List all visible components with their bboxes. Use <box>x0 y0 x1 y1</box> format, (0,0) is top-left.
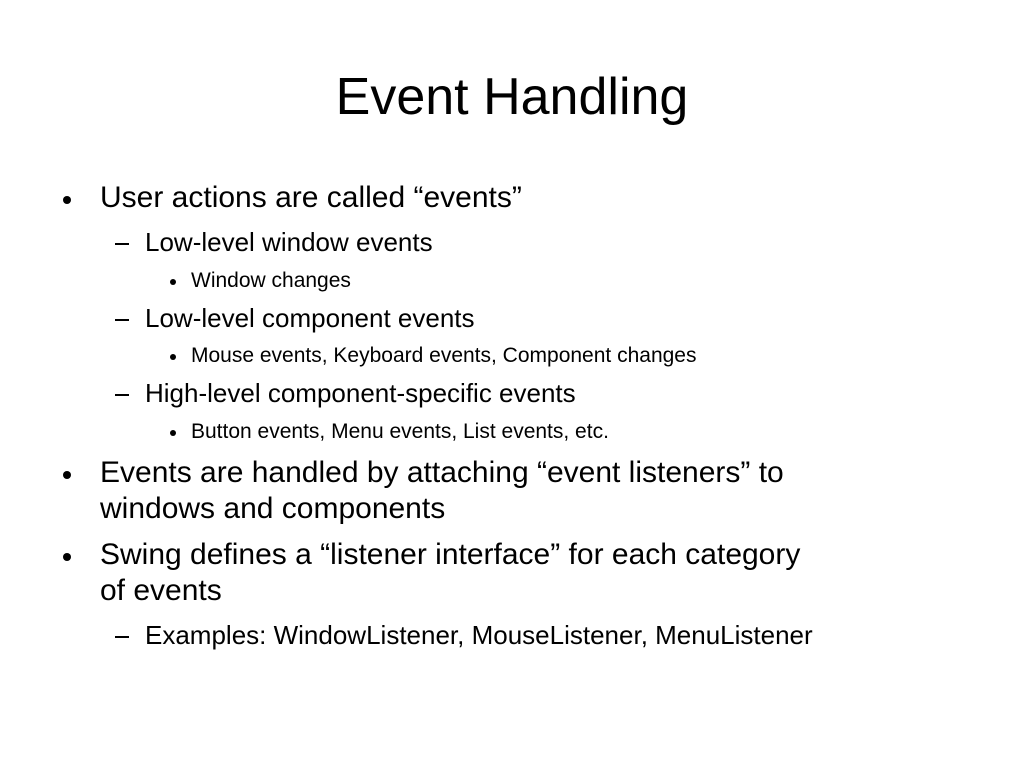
bullet-text: User actions are called “events” <box>100 181 522 214</box>
sub-bullet-text: Low-level window events <box>145 227 433 257</box>
bullet-dot-icon <box>63 471 71 479</box>
sub-bullet-text: High-level component-specific events <box>145 378 576 408</box>
dash-icon <box>115 319 129 321</box>
sub-sub-bullet-text: Window changes <box>191 269 351 292</box>
dash-icon <box>115 636 129 638</box>
bullet-text-line: windows and components <box>100 492 446 525</box>
sub-sub-bullet-item <box>0 419 1024 445</box>
sub-bullet-item <box>0 377 1024 409</box>
slide-title: Event Handling <box>335 68 689 126</box>
bullet-text-line: of events <box>100 574 222 607</box>
bullet-dot-icon <box>170 354 176 360</box>
sub-sub-bullet-text: Mouse events, Keyboard events, Component changes <box>191 344 697 367</box>
bullet-dot-icon <box>63 553 71 561</box>
bullet-dot-icon <box>63 196 71 204</box>
sub-bullet-text: Examples: WindowListener, MouseListener, MenuListener <box>145 620 813 650</box>
bullet-dot-icon <box>170 279 176 285</box>
sub-bullet-item <box>0 302 1024 334</box>
sub-sub-bullet-item <box>0 268 1024 294</box>
sub-bullet-item <box>0 226 1024 258</box>
bullet-item <box>0 537 1024 609</box>
bullet-text-line: Swing defines a “listener interface” for each category <box>100 538 801 571</box>
sub-bullet-text: Low-level component events <box>145 303 475 333</box>
bullet-dot-icon <box>170 430 176 436</box>
bullet-item <box>0 455 1024 527</box>
dash-icon <box>115 394 129 396</box>
sub-bullet-item <box>0 619 1024 651</box>
bullet-text-line: Events are handled by attaching “event listeners” to <box>100 456 784 489</box>
sub-sub-bullet-text: Button events, Menu events, List events, etc. <box>191 420 609 443</box>
sub-sub-bullet-item <box>0 343 1024 369</box>
dash-icon <box>115 243 129 245</box>
bullet-item <box>0 180 1024 216</box>
